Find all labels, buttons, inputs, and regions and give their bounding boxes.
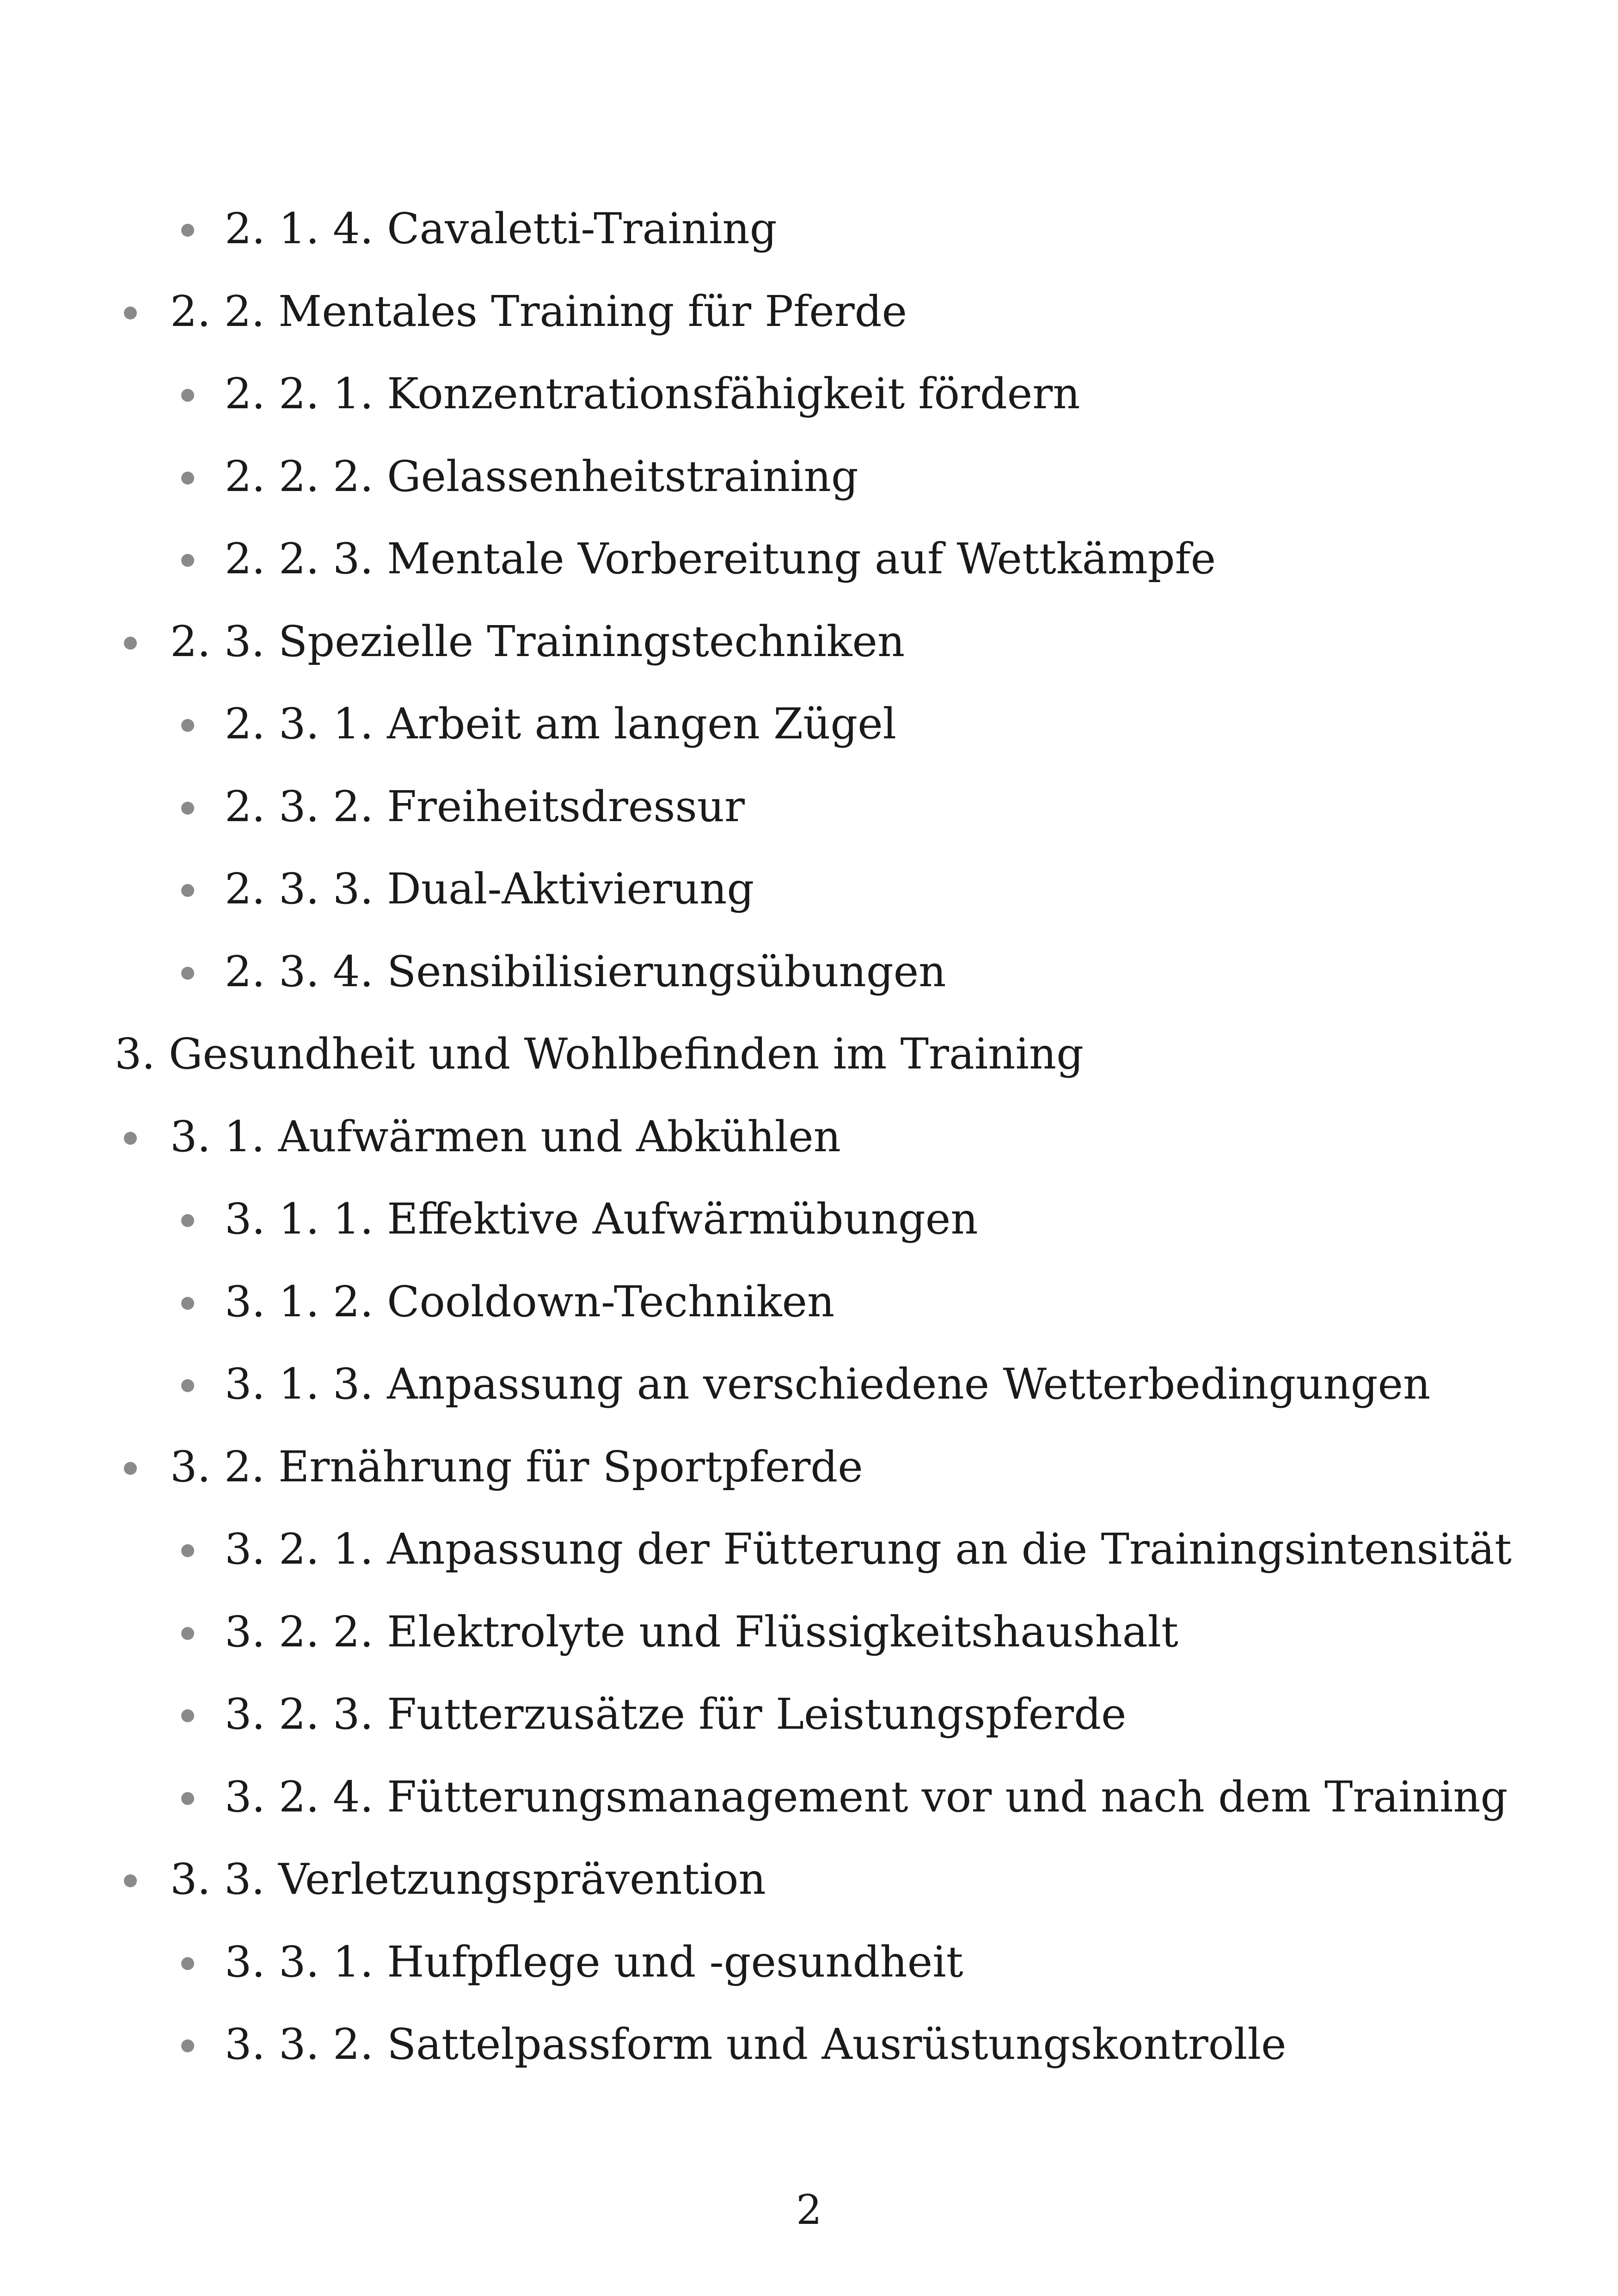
bullet-icon <box>181 1627 194 1640</box>
toc-entry <box>0 616 1618 667</box>
bullet-icon <box>124 1132 137 1145</box>
toc-entry-text: 3. 2. 4. Fütterungsmanagement vor und nach dem Training <box>225 1772 1508 1822</box>
toc-entry <box>0 1854 1618 1905</box>
toc-entry-text: 3. 1. 1. Effektive Aufwärmübungen <box>225 1194 978 1244</box>
toc-entry-text: 3. 1. 3. Anpassung an verschiedene Wetterbedingungen <box>225 1359 1431 1409</box>
bullet-icon <box>181 1792 194 1805</box>
toc-entry-text: 2. 3. 4. Sensibilisierungsübungen <box>225 946 946 996</box>
bullet-icon <box>181 1214 194 1227</box>
toc-entry-text: 2. 3. 2. Freiheitsdressur <box>225 781 745 831</box>
toc-entry <box>0 1442 1618 1492</box>
toc-entry-text: 2. 1. 4. Cavaletti-Training <box>225 204 777 253</box>
toc-entry-text: 2. 2. Mentales Training für Pferde <box>170 286 907 336</box>
toc-entry <box>0 946 1618 997</box>
toc-entry-text: 3. 3. Verletzungsprävention <box>170 1854 766 1904</box>
bullet-icon <box>181 554 194 567</box>
toc-entry <box>0 864 1618 915</box>
toc-entry <box>0 1689 1618 1740</box>
bullet-icon <box>181 1957 194 1970</box>
toc-entry <box>0 1937 1618 1988</box>
bullet-icon <box>181 472 194 485</box>
bullet-icon <box>181 1544 194 1557</box>
bullet-icon <box>181 802 194 815</box>
toc-entry <box>0 781 1618 832</box>
bullet-icon <box>124 1462 137 1475</box>
bullet-icon <box>181 1379 194 1392</box>
toc-entry <box>0 1277 1618 1327</box>
toc-entry <box>0 1194 1618 1245</box>
toc-entry <box>0 699 1618 749</box>
toc-entry <box>0 1029 1618 1080</box>
toc-entry-text: 3. 3. 1. Hufpflege und -gesundheit <box>225 1937 963 1987</box>
toc-entry-text: 3. 1. 2. Cooldown-Techniken <box>225 1277 835 1326</box>
toc-entry <box>0 534 1618 584</box>
bullet-icon <box>181 389 194 402</box>
page-number: 2 <box>796 2186 822 2234</box>
bullet-icon <box>181 719 194 732</box>
bullet-icon <box>181 1709 194 1722</box>
bullet-icon <box>181 967 194 980</box>
bullet-icon <box>181 884 194 897</box>
toc-entry-text: 3. 2. 2. Elektrolyte und Flüssigkeitshaushalt <box>225 1607 1178 1657</box>
toc-entry-text: 2. 3. 3. Dual-Aktivierung <box>225 864 754 914</box>
toc-entry-text: 3. 2. 1. Anpassung der Fütterung an die Trainingsintensität <box>225 1524 1512 1574</box>
toc-entry <box>0 1607 1618 1658</box>
bullet-icon <box>181 224 194 237</box>
bullet-icon <box>124 637 137 650</box>
toc-entry-text: 3. 1. Aufwärmen und Abkühlen <box>170 1111 841 1161</box>
toc-entry <box>0 1772 1618 1823</box>
bullet-icon <box>181 1297 194 1310</box>
toc-entry <box>0 203 1618 254</box>
toc-entry-text: 2. 2. 2. Gelassenheitstraining <box>225 451 858 501</box>
toc-entry-text: 2. 2. 3. Mentale Vorbereitung auf Wettkämpfe <box>225 534 1216 583</box>
toc-entry <box>0 451 1618 502</box>
toc-entry-text: 3. 2. Ernährung für Sportpferde <box>170 1442 863 1492</box>
toc-entry <box>0 2019 1618 2070</box>
toc-entry-text: 2. 3. Spezielle Trainingstechniken <box>170 616 905 666</box>
toc-entry-text: 2. 2. 1. Konzentrationsfähigkeit fördern <box>225 369 1080 418</box>
toc-entry <box>0 368 1618 419</box>
bullet-icon <box>124 1874 137 1887</box>
bullet-icon <box>181 2039 194 2052</box>
toc-entry <box>0 1359 1618 1410</box>
toc-entry-text: 3. Gesundheit und Wohlbefinden im Training <box>115 1029 1084 1079</box>
toc-entry-text: 2. 3. 1. Arbeit am langen Zügel <box>225 699 897 749</box>
toc-entry <box>0 1524 1618 1575</box>
toc-entry <box>0 286 1618 337</box>
toc-entry-text: 3. 3. 2. Sattelpassform und Ausrüstungskontrolle <box>225 2020 1287 2069</box>
toc-entry <box>0 1111 1618 1162</box>
bullet-icon <box>124 307 137 319</box>
toc-entry-text: 3. 2. 3. Futterzusätze für Leistungspferde <box>225 1689 1127 1739</box>
